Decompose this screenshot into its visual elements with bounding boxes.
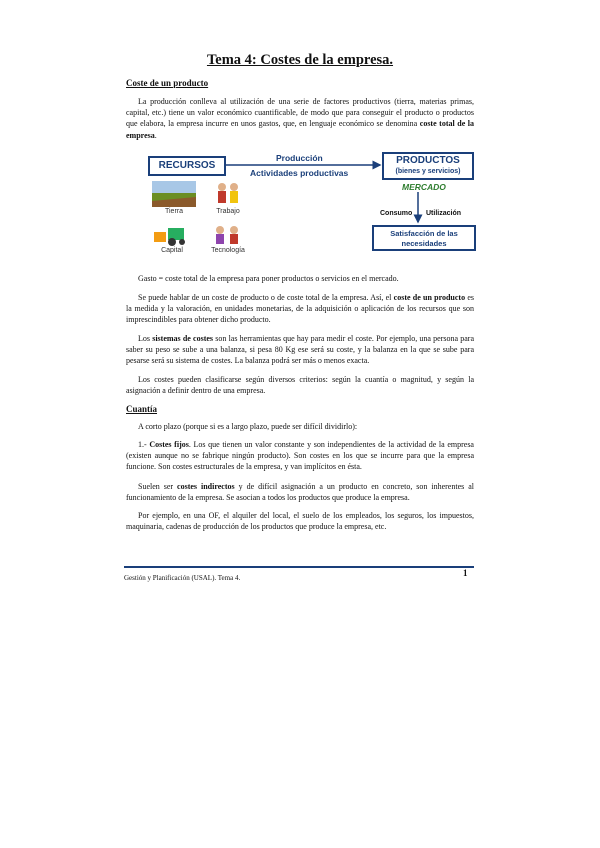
tecnologia-label: Tecnología <box>211 247 245 254</box>
productos-box <box>382 152 474 180</box>
productos-subtitle: (bienes y servicios) <box>395 168 461 175</box>
paragraph-coste-producto: Se puede hablar de un coste de producto o de coste total de la empresa. Así, el coste de un producto es la medida y la valoración, en unidades monetarias, de la adquisición o aplicación de los recursos que son imprescindibles para obtener dicho producto. <box>126 293 475 325</box>
mercado-label: MERCADO <box>402 182 446 192</box>
trabajo-label: Trabajo <box>216 208 240 215</box>
page-title: Tema 4: Costes de la empresa. <box>206 52 394 68</box>
production-diagram <box>146 148 482 266</box>
paragraph-clasificacion: Los costes pueden clasificarse según diversos criterios: según la cuantía o magnitud, y según la asignación a definir dentro de una empresa. <box>126 375 474 396</box>
paragraph-costes-fijos: 1.- Costes fijos. Los que tienen un valor constante y son independientes de la actividad de la empresa (existen aunque no se fabrique ningún producto). Son costes en los que se incurre para que la empresa funcione. Son costes estructurales de la empresa, y van implícitos en ésta. <box>126 440 474 472</box>
paragraph-sistemas-costes: Los sistemas de costes son las herramientas que hay para medir el coste. Por ejemplo, una persona para saber su peso se sube a una balanza, si pesa 80 Kg ese será su coste, y la balanza en la que se sube para pesarse será su sistema de costes. La balanza podrá ser más o menos exacta. <box>126 334 474 366</box>
paragraph-corto-plazo: A corto plazo (porque si es a largo plazo, puede ser difícil dividirlo): <box>138 422 358 431</box>
satisfaccion-box: Satisfacción de las necesidades <box>372 225 476 251</box>
paragraph-ejemplo: Por ejemplo, en una OF, el alquiler del local, el suelo de los empleados, los seguros, los impuestos, maquinaria, cadenas de producción de los productos que produce la empresa, etc. <box>126 511 474 532</box>
section-heading-coste-producto: Coste de un producto <box>126 78 209 88</box>
footer-divider <box>124 566 474 568</box>
paragraph-gasto: Gasto = coste total de la empresa para poner productos o servicios en el mercado. <box>138 274 399 283</box>
capital-image <box>152 224 192 246</box>
section-heading-cuantia: Cuantía <box>126 404 158 414</box>
produccion-label: Producción <box>276 153 323 163</box>
recursos-box: RECURSOS <box>148 156 226 176</box>
tierra-label: Tierra <box>164 208 184 215</box>
tecnologia-image <box>212 224 242 246</box>
paragraph-costes-indirectos: Suelen ser costes indirectos y de difícil asignación a un producto en concreto, son inherentes al funcionamiento de la empresa. Se asocian a todos los productos que produce la empresa. <box>126 482 474 503</box>
capital-label: Capital <box>161 247 183 254</box>
trabajo-image <box>214 181 242 207</box>
actividades-label: Actividades productivas <box>250 168 349 178</box>
footer-text: Gestión y Planificación (USAL). Tema 4. <box>124 574 241 582</box>
tierra-image <box>152 181 196 207</box>
utilizacion-label: Utilización <box>426 210 462 217</box>
productos-title: PRODUCTOS <box>396 155 460 166</box>
page-number: 1 <box>463 568 468 578</box>
consumo-label: Consumo <box>380 210 413 217</box>
paragraph-intro: La producción conlleva al utilización de una serie de factores productivos (tierra, materias primas, capital, etc.) tiene un valor económico cuantificable, de modo que para conseguir el producto o productos que elabora, la empresa incurre en unos gastos, que, en lenguaje económico se denomina coste total de la empresa. <box>126 97 475 140</box>
